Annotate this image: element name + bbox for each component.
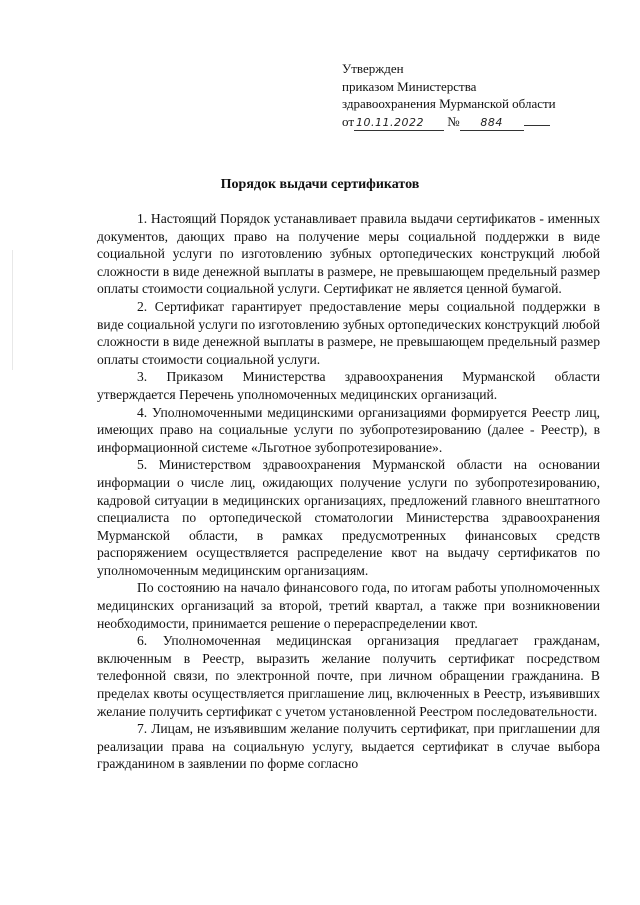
- handwritten-date: 10.11.2022: [354, 116, 444, 131]
- handwritten-number: 884: [460, 116, 524, 131]
- approval-date-number-row: [342, 113, 612, 131]
- paragraph-1: 1. Настоящий Порядок устанавливает правила выдачи сертификатов - именных документов, дающих право на получение меры социальной поддержки в виде социальной услуги по изготовлению зубных ортопедических конструкций любой сложности в виде денежной выплаты в размере, не превышающем предельный размер оплаты стоимости социальной услуги. Сертификат не является ценной бумагой.: [97, 211, 600, 297]
- document-body: [97, 210, 600, 773]
- document-title: Порядок выдачи сертификатов: [220, 177, 420, 192]
- paragraph-7: 7. Лицам, не изъявившим желание получить сертификат, при приглашении для реализации права на социальную услугу, выдается сертификат в случае выбора гражданином в заявлении по форме согласно: [97, 721, 600, 772]
- paragraph-4: 4. Уполномоченными медицинскими организациями формируется Реестр лиц, имеющих право на социальные услуги по зубопротезированию (далее - Реестр), в информационной системе «Льготное зубопротезирование».: [97, 404, 600, 455]
- number-prefix: №: [447, 113, 460, 129]
- paragraph-6: 6. Уполномоченная медицинская организация предлагает гражданам, включенным в Реестр, выразить желание получить сертификат посредством телефонной связи, по электронной почте, при личном обращении гражданина. В пределах квоты осуществляется приглашение лиц, включенных в Реестр, изъявивших желание получить сертификат с учетом установленной Реестром последовательности.: [97, 633, 600, 719]
- approval-line-order: приказом Министерства: [342, 78, 477, 94]
- date-prefix: от: [342, 113, 355, 129]
- number-underline: [524, 113, 550, 126]
- approval-stamp-block: [342, 60, 612, 131]
- paragraph-5: 5. Министерством здравоохранения Мурманской области на основании информации о числе лиц, ожидающих получение услуги по зубопротезированию, кадровой ситуации в медицинских организациях, предложений главного внештатного специалиста по ортопедической стоматологии Министерства здравоохранения Мурманской области, в рамках предусмотренных финансовых средств распоряжением осуществляется распределение квот на выдачу сертификатов по уполномоченным медицинским организациям.: [97, 457, 600, 578]
- approval-line-ministry: здравоохранения Мурманской области: [342, 96, 556, 111]
- paragraph-2: 2. Сертификат гарантирует предоставление меры социальной поддержки в виде социальной услуги по изготовлению зубных ортопедических конструкций любой сложности в виде денежной выплаты в размере, не превышающем предельный размер оплаты стоимости социальной услуги.: [97, 298, 600, 367]
- paragraph-5-continuation: По состоянию на начало финансового года, по итогам работы уполномоченных медицинских организаций за второй, третий квартал, а также при возникновении необходимости, принимается решение о перераспределении квот.: [97, 580, 600, 631]
- approval-line-approved: Утвержден: [342, 61, 404, 76]
- paragraph-3: 3. Приказом Министерства здравоохранения Мурманской области утверждается Перечень уполномоченных медицинских организаций.: [97, 369, 600, 402]
- scan-margin-mark: [12, 250, 13, 370]
